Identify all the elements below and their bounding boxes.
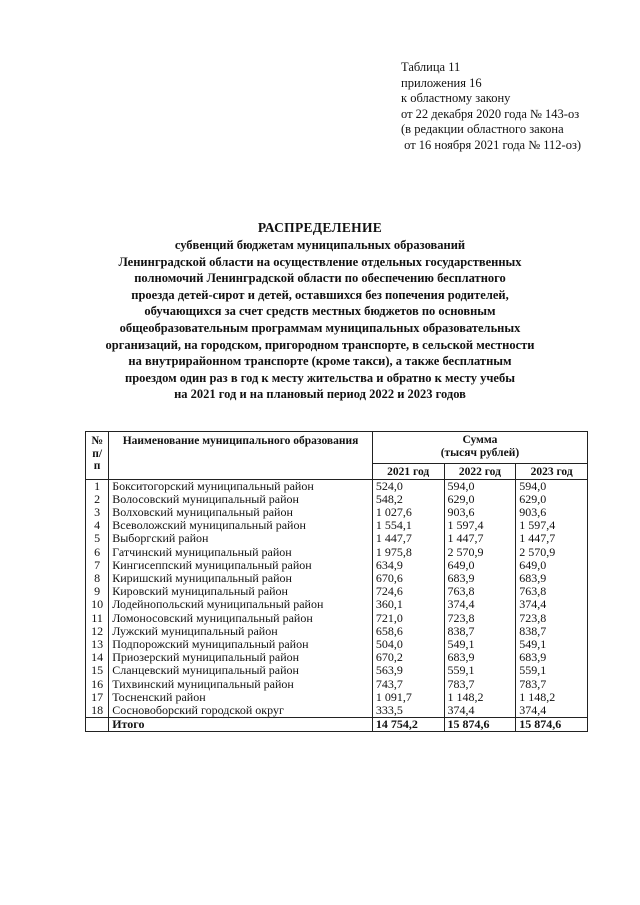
row-value-2023: 838,7 [516, 625, 588, 638]
row-value-2021: 504,0 [372, 638, 444, 651]
row-value-2023: 763,8 [516, 585, 588, 598]
row-name: Кингисеппский муниципальный район [109, 559, 373, 572]
total-row [86, 718, 588, 732]
row-name: Выборгский район [109, 532, 373, 545]
document-title: РАСПРЕДЕЛЕНИЕ [257, 220, 383, 235]
header-sum-label: Сумма [462, 434, 498, 446]
annex-reference [401, 60, 631, 153]
row-value-2021: 670,6 [372, 572, 444, 585]
subtitle-line: проезда детей-сирот и детей, оставшихся без попечения родителей, [131, 287, 509, 302]
row-name: Подпорожский муниципальный район [109, 638, 373, 651]
row-num: 6 [86, 546, 109, 559]
subtitle-line: организаций, на городском, пригородном транспорте, в сельской местности [105, 337, 535, 352]
row-value-2022: 629,0 [444, 493, 516, 506]
subtitle-line: обучающихся за счет средств местных бюджетов по основным [144, 304, 496, 319]
row-value-2022: 549,1 [444, 638, 516, 651]
row-num: 15 [86, 664, 109, 677]
row-value-2021: 743,7 [372, 678, 444, 691]
total-value-2021: 14 754,2 [372, 718, 444, 732]
row-name: Волховский муниципальный район [109, 506, 373, 519]
row-value-2021: 360,1 [372, 598, 444, 611]
subtitle-line: Ленинградской области на осуществление отдельных государственных [118, 254, 522, 269]
row-value-2023: 594,0 [516, 479, 588, 493]
subtitle-line: субвенций бюджетам муниципальных образований [174, 238, 466, 252]
row-value-2023: 1 148,2 [516, 691, 588, 704]
row-value-2023: 559,1 [516, 664, 588, 677]
row-value-2023: 903,6 [516, 506, 588, 519]
table-row [86, 559, 588, 572]
annex-line: от 16 ноября 2021 года № 112-оз) [401, 137, 582, 152]
table-row [86, 546, 588, 559]
row-name: Бокситогорский муниципальный район [109, 479, 373, 493]
row-value-2022: 374,4 [444, 598, 516, 611]
row-value-2022: 783,7 [444, 678, 516, 691]
row-name: Приозерский муниципальный район [109, 651, 373, 664]
row-num: 10 [86, 598, 109, 611]
row-value-2022: 2 570,9 [444, 546, 516, 559]
row-num: 8 [86, 572, 109, 585]
row-name: Лодейнопольский муниципальный район [109, 598, 373, 611]
row-value-2022: 838,7 [444, 625, 516, 638]
row-name: Кировский муниципальный район [109, 585, 373, 598]
row-name: Тихвинский муниципальный район [109, 678, 373, 691]
table-row [86, 493, 588, 506]
row-value-2023: 2 570,9 [516, 546, 588, 559]
row-name: Ломоносовский муниципальный район [109, 612, 373, 625]
row-value-2021: 1 027,6 [372, 506, 444, 519]
row-value-2023: 723,8 [516, 612, 588, 625]
table-row [86, 664, 588, 677]
row-name: Лужский муниципальный район [109, 625, 373, 638]
row-num: 1 [86, 479, 109, 493]
table-row [86, 532, 588, 545]
row-name: Всеволожский муниципальный район [109, 519, 373, 532]
total-label: Итого [109, 718, 373, 732]
row-name: Сосновоборский городской округ [109, 704, 373, 718]
table-row [86, 479, 588, 493]
row-value-2021: 724,6 [372, 585, 444, 598]
row-value-2022: 649,0 [444, 559, 516, 572]
row-value-2023: 683,9 [516, 651, 588, 664]
row-value-2021: 1 091,7 [372, 691, 444, 704]
row-num: 11 [86, 612, 109, 625]
header-year-2023: 2023 год [516, 464, 588, 480]
total-value-2023: 15 874,6 [516, 718, 588, 732]
row-value-2021: 1 975,8 [372, 546, 444, 559]
subtitle-line: общеобразовательным программам муниципальных образовательных [119, 320, 521, 335]
row-value-2023: 649,0 [516, 559, 588, 572]
row-name: Киришский муниципальный район [109, 572, 373, 585]
row-num: 7 [86, 559, 109, 572]
total-value-2022: 15 874,6 [444, 718, 516, 732]
row-name: Гатчинский муниципальный район [109, 546, 373, 559]
subtitle-line: на внутрирайонном транспорте (кроме такси), а также бесплатным [128, 354, 512, 369]
row-value-2021: 524,0 [372, 479, 444, 493]
row-value-2021: 658,6 [372, 625, 444, 638]
row-num: 16 [86, 678, 109, 691]
row-value-2022: 683,9 [444, 572, 516, 585]
row-value-2022: 1 148,2 [444, 691, 516, 704]
document-heading [60, 220, 580, 403]
row-name: Сланцевский муниципальный район [109, 664, 373, 677]
row-num: 4 [86, 519, 109, 532]
row-value-2021: 721,0 [372, 612, 444, 625]
header-sum [372, 432, 587, 464]
row-value-2022: 1 447,7 [444, 532, 516, 545]
row-num: 9 [86, 585, 109, 598]
row-num: 18 [86, 704, 109, 718]
row-value-2023: 683,9 [516, 572, 588, 585]
row-value-2023: 374,4 [516, 598, 588, 611]
row-value-2021: 1 554,1 [372, 519, 444, 532]
annex-line: приложения 16 [401, 75, 482, 90]
header-year-2022: 2022 год [444, 464, 516, 480]
total-num [86, 718, 109, 732]
row-value-2021: 1 447,7 [372, 532, 444, 545]
row-value-2022: 723,8 [444, 612, 516, 625]
table-row [86, 691, 588, 704]
row-name: Тосненский район [109, 691, 373, 704]
table-row [86, 704, 588, 718]
row-value-2023: 1 447,7 [516, 532, 588, 545]
row-value-2022: 374,4 [444, 704, 516, 718]
row-value-2022: 559,1 [444, 664, 516, 677]
row-value-2022: 1 597,4 [444, 519, 516, 532]
row-value-2023: 374,4 [516, 704, 588, 718]
document-subtitle [60, 237, 580, 403]
row-value-2021: 333,5 [372, 704, 444, 718]
row-value-2021: 563,9 [372, 664, 444, 677]
table-row [86, 678, 588, 691]
table-row [86, 625, 588, 638]
row-num: 12 [86, 625, 109, 638]
row-value-2023: 629,0 [516, 493, 588, 506]
row-value-2021: 634,9 [372, 559, 444, 572]
table-row [86, 612, 588, 625]
annex-line: к областному закону [401, 91, 511, 105]
header-name: Наименование муниципального образования [109, 432, 373, 480]
row-num: 5 [86, 532, 109, 545]
row-num: 14 [86, 651, 109, 664]
row-value-2022: 594,0 [444, 479, 516, 493]
header-year-2021: 2021 год [372, 464, 444, 480]
row-value-2021: 670,2 [372, 651, 444, 664]
row-value-2022: 763,8 [444, 585, 516, 598]
distribution-table [85, 431, 588, 732]
row-num: 17 [86, 691, 109, 704]
annex-line: (в редакции областного закона [401, 122, 564, 136]
row-num: 2 [86, 493, 109, 506]
row-value-2023: 549,1 [516, 638, 588, 651]
subtitle-line: проездом один раз в год к месту жительства и обратно к месту учебы [125, 370, 515, 385]
row-value-2021: 548,2 [372, 493, 444, 506]
row-value-2022: 903,6 [444, 506, 516, 519]
row-num: 3 [86, 506, 109, 519]
row-value-2023: 783,7 [516, 678, 588, 691]
subtitle-line: на 2021 год и на плановый период 2022 и 2023 годов [174, 387, 466, 402]
row-num: 13 [86, 638, 109, 651]
annex-line: Таблица 11 [401, 60, 461, 74]
header-num: № п/п [86, 432, 109, 480]
header-unit: (тысяч рублей) [440, 446, 520, 459]
row-value-2022: 683,9 [444, 651, 516, 664]
table-row [86, 598, 588, 611]
subtitle-line: полномочий Ленинградской области по обеспечению бесплатного [134, 271, 506, 286]
row-name: Волосовский муниципальный район [109, 493, 373, 506]
table-body [86, 479, 588, 718]
row-value-2023: 1 597,4 [516, 519, 588, 532]
annex-line: от 22 декабря 2020 года № 143-оз [401, 106, 580, 121]
